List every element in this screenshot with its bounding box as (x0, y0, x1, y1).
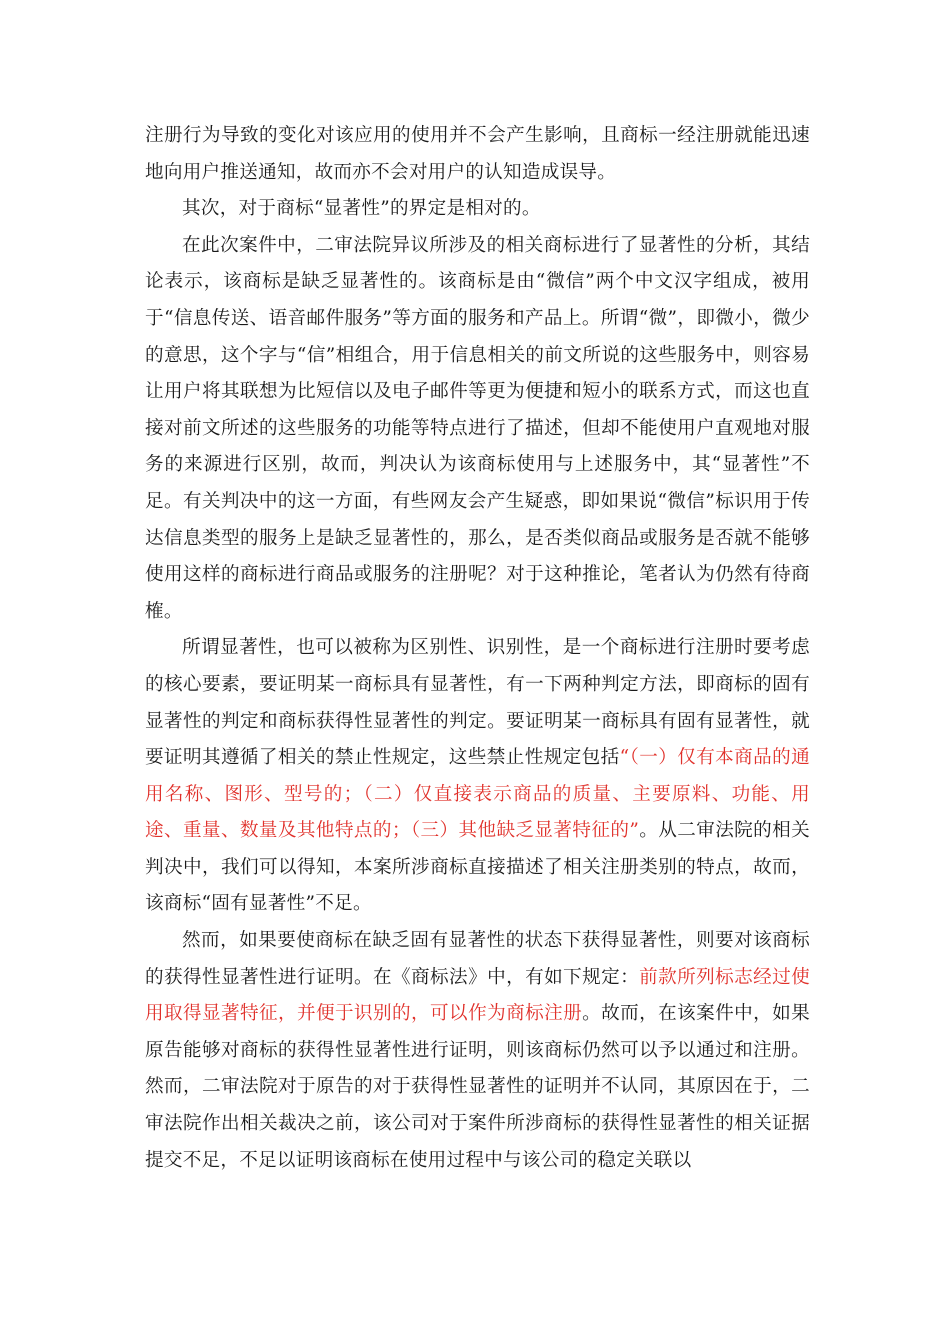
paragraph-3-text: 在此次案件中，二审法院异议所涉及的相关商标进行了显著性的分析，其结论表示，该商标是缺乏显著性的。该商标是由“微信”两个中文汉字组成，被用于“信息传送、语音邮件服务”等方面的服务和产品上。所谓“微”，即微小，微少的意思，这个字与“信”相组合，用于信息相关的前文所说的这些服务中，则容易让用户将其联想为比短信以及电子邮件等更为便捷和短小的联系方式，而这也直接对前文所述的这些服务的功能等特点进行了描述，但却不能使用户直观地对服务的来源进行区别，故而，判决认为该商标使用与上述服务中，其“显著性”不足。有关判决中的这一方面，有些网友会产生疑惑，即如果说“微信”标识用于传达信息类型的服务上是缺乏显著性的，那么，是否类似商品或服务是否就不能够使用这样的商标进行商品或服务的注册呢？对于这种推论，笔者认为仍然有待商榷。 (145, 234, 810, 622)
paragraph-5 (145, 923, 810, 1179)
paragraph-1-text: 注册行为导致的变化对该应用的使用并不会产生影响，且商标一经注册就能迅速地向用户推送通知，故而亦不会对用户的认知造成误导。 (145, 125, 810, 183)
paragraph-3 (145, 228, 810, 631)
document-body (145, 118, 810, 1179)
paragraph-4 (145, 630, 810, 923)
paragraph-4-quoted-law: “（一）仅有本商品的通用名称、图形、型号的；（二）仅直接表示商品的质量、主要原料、功能、用途、重量、数量及其他特点的；（三）其他缺乏显著特征的” (145, 747, 810, 842)
paragraph-2-text: 其次，对于商标“显著性”的界定是相对的。 (182, 198, 541, 220)
paragraph-5-text-a: 然而，如果要使商标在缺乏固有显著性的状态下获得显著性，则要对该商标的获得性显著性进行证明。在《商标法》中，有如下规定： (145, 930, 810, 988)
paragraph-5-quoted-law: 前款所列标志经过使用取得显著特征，并便于识别的，可以作为商标注册 (145, 966, 810, 1025)
paragraph-2 (145, 191, 810, 228)
paragraph-1 (145, 118, 810, 191)
paragraph-4-text-b: 。从二审法院的相关判决中，我们可以得知，本案所涉商标直接描述了相关注册类别的特点，故而，该商标“固有显著性”不足。 (145, 820, 810, 915)
paragraph-5-text-b: 。故而，在该案件中，如果原告能够对商标的获得性显著性进行证明，则该商标仍然可以予以通过和注册。然而，二审法院对于原告的对于获得性显著性的证明并不认同，其原因在于，二审法院作出相关裁决之前，该公司对于案件所涉商标的获得性显著性的相关证据提交不足，不足以证明该商标在使用过程中与该公司的稳定关联以 (145, 1003, 810, 1171)
paragraph-4-text-a: 所谓显著性，也可以被称为区别性、识别性，是一个商标进行注册时要考虑的核心要素，要证明某一商标具有显著性，有一下两种判定方法，即商标的固有显著性的判定和商标获得性显著性的判定。要证明某一商标具有固有显著性，就要证明其遵循了相关的禁止性规定，这些禁止性规定包括 (145, 637, 810, 769)
